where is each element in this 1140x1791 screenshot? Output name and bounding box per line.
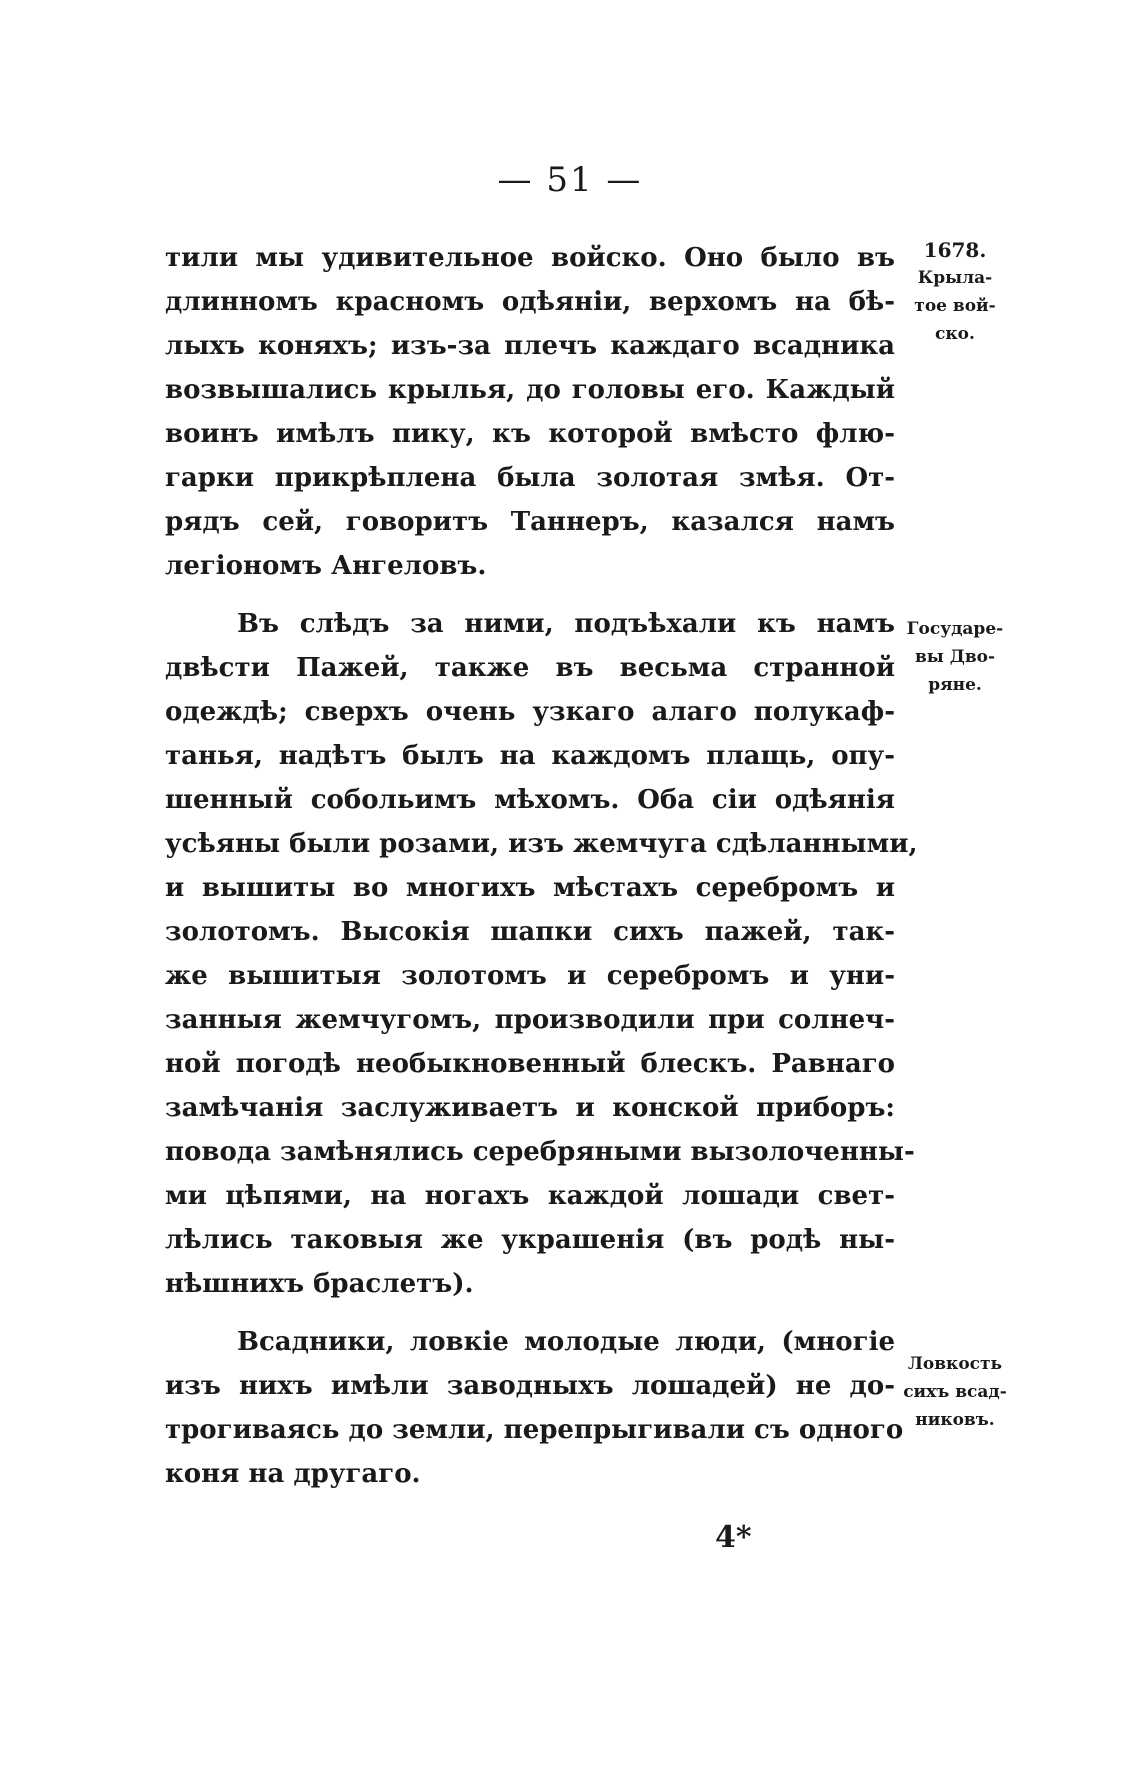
text-line: изъ нихъ имѣли заводныхъ лошадей) не до- bbox=[165, 1371, 895, 1401]
sidenote-line: никовъ. bbox=[915, 1410, 995, 1430]
text-line: гарки прикрѣплена была золотая змѣя. От- bbox=[165, 463, 895, 493]
signature-mark: 4* bbox=[715, 1520, 752, 1555]
sidenote-line: тое вой- bbox=[914, 296, 996, 316]
text-line: шенный собольимъ мѣхомъ. Оба сіи одѣянія bbox=[165, 785, 895, 815]
text-line: занныя жемчугомъ, производили при солнеч- bbox=[165, 1005, 895, 1035]
text-line: усѣяны были розами, изъ жемчуга сдѣланными, bbox=[165, 829, 918, 859]
text-line: легіономъ Ангеловъ. bbox=[165, 551, 487, 581]
text-line: воинъ имѣлъ пику, къ которой вмѣсто флю- bbox=[165, 419, 895, 449]
text-line: Всадники, ловкіе молодые люди, (многіе bbox=[237, 1327, 895, 1357]
sidenote-line: ряне. bbox=[928, 675, 982, 695]
sidenote-line: Ловкость bbox=[907, 1354, 1003, 1374]
text-line: и вышиты во многихъ мѣстахъ серебромъ и bbox=[165, 873, 895, 903]
text-line: коня на другаго. bbox=[165, 1459, 421, 1489]
sidenote-line: Крыла- bbox=[917, 268, 993, 288]
sidenote-line: вы Дво- bbox=[914, 647, 996, 667]
text-line: длинномъ красномъ одѣяніи, верхомъ на бѣ- bbox=[165, 287, 895, 317]
sidenote-year: 1678. bbox=[923, 238, 987, 262]
paragraph-2 bbox=[165, 602, 918, 1306]
text-line: замѣчанія заслуживаетъ и конской приборъ: bbox=[165, 1093, 895, 1123]
text-line: возвышались крылья, до головы его. Каждый bbox=[165, 375, 895, 405]
page-number: — 51 — bbox=[497, 160, 643, 200]
text-line: ной погодѣ необыкновенный блескъ. Равнаго bbox=[165, 1049, 895, 1079]
sidenote-court-nobles bbox=[900, 615, 1010, 699]
text-line: танья, надѣтъ былъ на каждомъ плащь, опу- bbox=[165, 741, 895, 771]
sidenote-riders-dexterity bbox=[900, 1350, 1010, 1434]
text-line: тили мы удивительное войско. Оно было въ bbox=[165, 243, 895, 273]
text-line: лѣлись таковыя же украшенія (въ родѣ ны- bbox=[165, 1225, 895, 1255]
sidenote-winged-troop bbox=[900, 236, 1010, 348]
text-line: рядъ сей, говоритъ Таннеръ, казался намъ bbox=[165, 507, 895, 537]
body-text bbox=[165, 236, 918, 1496]
text-line: нѣшнихъ браслетъ). bbox=[165, 1269, 474, 1299]
text-line: золотомъ. Высокія шапки сихъ пажей, так- bbox=[165, 917, 895, 947]
text-line: двѣсти Пажей, также въ весьма странной bbox=[165, 653, 895, 683]
text-line: же вышитыя золотомъ и серебромъ и уни- bbox=[165, 961, 895, 991]
sidenote-line: ско. bbox=[935, 324, 975, 344]
sidenote-line: Государе- bbox=[906, 619, 1004, 639]
paragraph-1 bbox=[165, 236, 895, 588]
text-line: одеждѣ; сверхъ очень узкаго алаго полукаф- bbox=[165, 697, 895, 727]
text-line: трогиваясь до земли, перепрыгивали съ одного bbox=[165, 1415, 904, 1445]
text-line: повода замѣнялись серебряными вызолоченны- bbox=[165, 1137, 915, 1167]
paragraph-3 bbox=[165, 1320, 904, 1496]
text-line: Въ слѣдъ за ними, подъѣхали къ намъ bbox=[237, 609, 895, 639]
text-line: лыхъ коняхъ; изъ-за плечъ каждаго всадника bbox=[165, 331, 895, 361]
text-line: ми цѣпями, на ногахъ каждой лошади свет- bbox=[165, 1181, 895, 1211]
sidenote-line: сихъ всад- bbox=[903, 1382, 1007, 1402]
